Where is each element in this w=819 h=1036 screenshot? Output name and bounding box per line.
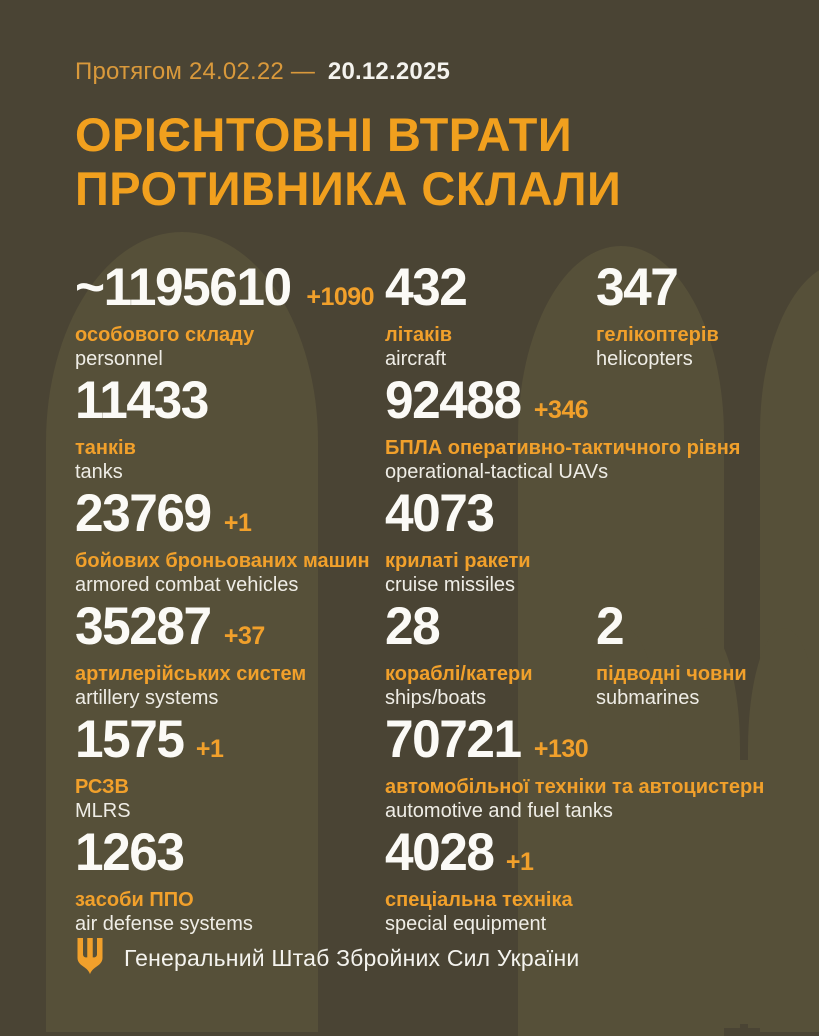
stat-label-uk: засоби ППО bbox=[75, 889, 194, 912]
stat-label-en: personnel bbox=[75, 348, 163, 371]
stat-label-en: operational-tactical UAVs bbox=[385, 461, 609, 484]
stat-label-uk: артилерійських систем bbox=[75, 663, 307, 686]
stats-row bbox=[75, 371, 819, 487]
stats-row bbox=[75, 823, 819, 939]
stats-row bbox=[75, 484, 819, 600]
stat-value: 2 bbox=[596, 597, 624, 657]
stat-label-uk: бойових броньованих машин bbox=[75, 550, 370, 573]
stat-mlrs bbox=[75, 710, 385, 824]
stat-label-en: helicopters bbox=[596, 348, 693, 371]
stat-delta: +130 bbox=[533, 735, 589, 764]
report-date: 20.12.2025 bbox=[327, 58, 451, 85]
stat-air-defense bbox=[75, 823, 385, 937]
stat-label-en: tanks bbox=[75, 461, 123, 484]
stat-label-en: special equipment bbox=[385, 913, 547, 936]
title-line-2: ПРОТИВНИКА СКЛАЛИ bbox=[75, 161, 622, 215]
stat-aircraft bbox=[385, 258, 596, 372]
stat-label-uk: особового складу bbox=[75, 324, 255, 347]
page-title bbox=[75, 108, 819, 215]
stat-helicopters bbox=[596, 258, 816, 372]
stats-row bbox=[75, 258, 819, 374]
title-line-1: ОРІЄНТОВНІ ВТРАТИ bbox=[75, 108, 573, 161]
stat-label-uk: підводні човни bbox=[596, 663, 747, 686]
stat-delta: +1090 bbox=[306, 283, 375, 312]
stat-value: 1263 bbox=[75, 823, 184, 883]
report-period bbox=[75, 58, 819, 86]
stat-label-en: submarines bbox=[596, 687, 700, 710]
stat-cruise-missiles bbox=[385, 484, 805, 598]
stat-value: 4028 bbox=[385, 823, 494, 883]
stat-label-uk: кораблі/катери bbox=[385, 663, 533, 686]
stat-label-uk: танків bbox=[75, 437, 136, 460]
stats-row bbox=[75, 710, 819, 826]
stat-value: 4073 bbox=[385, 484, 494, 544]
stat-label-en: MLRS bbox=[75, 800, 131, 823]
stat-label-en: armored combat vehicles bbox=[75, 574, 299, 597]
stat-label-en: aircraft bbox=[385, 348, 447, 371]
stat-value: ~1195610 bbox=[75, 258, 291, 318]
stat-value: 35287 bbox=[75, 597, 211, 657]
stat-ships bbox=[385, 597, 596, 711]
stat-delta: +1 bbox=[195, 735, 224, 764]
stat-value: 432 bbox=[385, 258, 467, 318]
stat-value: 347 bbox=[596, 258, 678, 318]
stat-submarines bbox=[596, 597, 816, 711]
stat-label-uk: РСЗВ bbox=[75, 776, 129, 799]
period-prefix: Протягом 24.02.22 — bbox=[75, 58, 316, 85]
stat-label-uk: спеціальна техніка bbox=[385, 889, 573, 912]
stat-delta: +346 bbox=[533, 396, 589, 425]
stat-artillery bbox=[75, 597, 385, 711]
stat-label-uk: крилаті ракети bbox=[385, 550, 531, 573]
stat-delta: +1 bbox=[223, 509, 252, 538]
stat-label-en: cruise missiles bbox=[385, 574, 516, 597]
stat-label-uk: БПЛА оперативно-тактичного рівня bbox=[385, 437, 741, 460]
stat-label-en: ships/boats bbox=[385, 687, 487, 710]
stat-armored-vehicles bbox=[75, 484, 385, 598]
trident-icon bbox=[75, 938, 105, 978]
stat-value: 28 bbox=[385, 597, 440, 657]
stat-automotive bbox=[385, 710, 805, 824]
stat-label-en: artillery systems bbox=[75, 687, 219, 710]
stat-label-en: automotive and fuel tanks bbox=[385, 800, 613, 823]
footer bbox=[75, 938, 579, 978]
stat-value: 11433 bbox=[75, 371, 208, 431]
stat-special-equipment bbox=[385, 823, 805, 937]
stat-label-uk: гелікоптерів bbox=[596, 324, 719, 347]
stat-value: 70721 bbox=[385, 710, 521, 770]
stat-label-uk: літаків bbox=[385, 324, 453, 347]
stat-value: 23769 bbox=[75, 484, 211, 544]
stat-personnel bbox=[75, 258, 385, 372]
stat-label-en: air defense systems bbox=[75, 913, 253, 936]
stat-uavs bbox=[385, 371, 805, 485]
organization-name: Генеральний Штаб Збройних Сил України bbox=[124, 944, 580, 971]
stat-delta: +37 bbox=[223, 622, 265, 651]
stat-delta: +1 bbox=[505, 848, 534, 877]
stat-tanks bbox=[75, 371, 385, 485]
losses-grid bbox=[75, 258, 819, 939]
stat-label-uk: автомобільної техніки та автоцистерн bbox=[385, 776, 765, 799]
stat-value: 92488 bbox=[385, 371, 521, 431]
stats-row bbox=[75, 597, 819, 713]
stat-value: 1575 bbox=[75, 710, 184, 770]
